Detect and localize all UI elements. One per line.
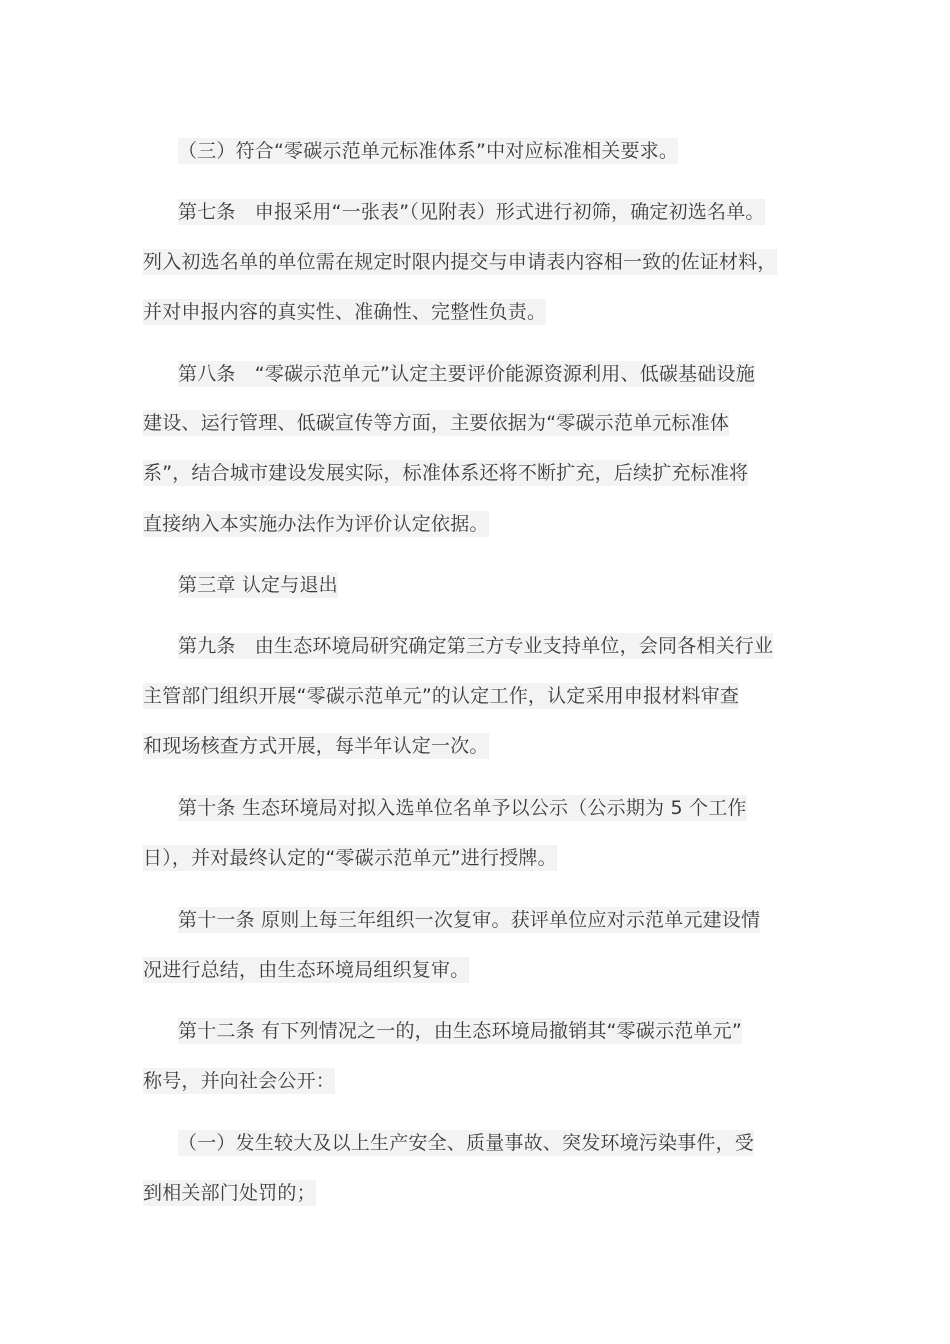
chapter-heading: 第三章 认定与退出 [178, 574, 338, 596]
text-line: 和现场核查方式开展，每半年认定一次。 [143, 735, 489, 757]
text-line: 并对申报内容的真实性、准确性、完整性负责。 [143, 301, 547, 323]
text-line: 第七条 申报采用“一张表”（见附表）形式进行初筛，确定初选名单。 [178, 201, 765, 223]
text-line: 建设、运行管理、低碳宣传等方面，主要依据为“零碳示范单元标准体 [143, 412, 730, 434]
text-line: 称号，并向社会公开： [143, 1070, 336, 1092]
text-line: （三）符合“零碳示范单元标准体系”中对应标准相关要求。 [178, 140, 679, 162]
text-line: 主管部门组织开展“零碳示范单元”的认定工作，认定采用申报材料审查 [143, 685, 740, 707]
text-line: （一）发生较大及以上生产安全、质量事故、突发环境污染事件，受 [178, 1132, 755, 1154]
text-line: 列入初选名单的单位需在规定时限内提交与申请表内容相一致的佐证材料， [143, 251, 777, 273]
text-line: 况进行总结，由生态环境局组织复审。 [143, 959, 470, 981]
text-line: 日），并对最终认定的“零碳示范单元”进行授牌。 [143, 847, 557, 869]
text-line: 第八条 “零碳示范单元”认定主要评价能源资源利用、低碳基础设施 [178, 363, 755, 385]
text-line: 直接纳入本实施办法作为评价认定依据。 [143, 513, 489, 535]
text-line: 第九条 由生态环境局研究确定第三方专业支持单位，会同各相关行业 [178, 635, 774, 657]
text-line: 到相关部门处罚的； [143, 1182, 316, 1204]
text-line: 第十一条 原则上每三年组织一次复审。获评单位应对示范单元建设情 [178, 909, 761, 931]
text-line: 第十条 生态环境局对拟入选单位名单予以公示（公示期为 5 个工作 [178, 797, 747, 819]
text-line: 系”，结合城市建设发展实际，标准体系还将不断扩充，后续扩充标准将 [143, 462, 749, 484]
text-line: 第十二条 有下列情况之一的，由生态环境局撤销其“零碳示范单元” [178, 1020, 742, 1042]
